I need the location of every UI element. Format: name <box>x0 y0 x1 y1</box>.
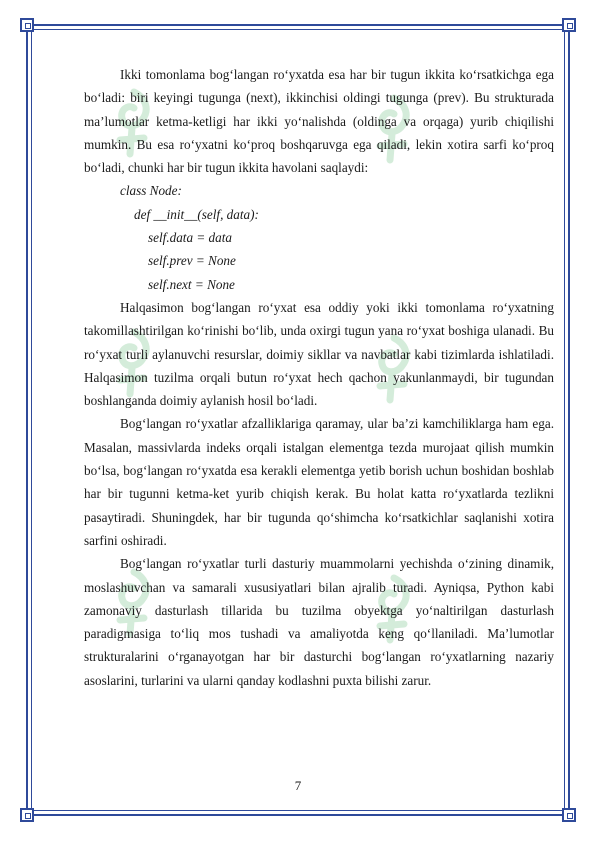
border-corner-bottom-right <box>562 808 576 822</box>
border-corner-top-right <box>562 18 576 32</box>
code-line-next: self.next = None <box>148 276 235 292</box>
paragraph-doubly-linked-list: Ikki tomonlama bog‘langan ro‘yxatda esa har bir tugun ikkita ko‘rsatkichga ega bo‘ladi: biri keyingi tugunga (next), ikkinchisi oldingi tugunga (prev). Bu strukturada ma’lumotlar ketma-ketligi har ikki yo‘nalishda (oldinga va orqaga) yurib chiqilishi mumkin. Bu esa ro‘yxatni ko‘proq boshqaruvga ega qiladi, lekin xotira sarfi ko‘proq bo‘ladi, chunki har bir tugun ikkita havolani saqlaydi: <box>84 67 554 176</box>
paragraph-disadvantages: Bog‘langan ro‘yxatlar afzalliklariga qaramay, ular ba’zi kamchiliklarga ham ega. Masalan, massivlarda indeks orqali istalgan elementga tezda murojaat qilish mumkin bo‘lsa, bog‘langan ro‘yxatda esa kerakli elementga yetib borish uchun boshidan boshlab har bir tugunni ketma-ket yurib chiqish kerak. Bu holat katta ro‘yxatlarda tezlikni pasaytiradi. Shuningdek, har bir tugunda qo‘shimcha ko‘rsatkichlar saqlanishi xotira sarfini oshiradi. <box>84 416 554 548</box>
border-corner-top-left <box>20 18 34 32</box>
code-line-class: class Node: <box>120 183 182 199</box>
border-corner-bottom-left <box>20 808 34 822</box>
page-body <box>84 63 554 692</box>
code-line-def: def __init__(self, data): <box>134 206 259 222</box>
paragraph-conclusion: Bog‘langan ro‘yxatlar turli dasturiy muammolarni yechishda o‘zining dinamik, moslashuvchan va samarali xususiyatlari bilan ajralib turadi. Ayniqsa, Python kabi zamonaviy dasturlash tillarida bu tuzilma obyektga yo‘naltirilgan dasturlash paradigmasiga to‘liq mos tushadi va amaliyotda keng qo‘llaniladi. Ma’lumotlar strukturalarini o‘rganayotgan har bir dasturchi bog‘langan ro‘yxatlarning nazariy asoslarini, turlarini va ularni qanday kodlashni puxta bilishi zarur. <box>84 556 554 688</box>
page-number: 7 <box>294 778 302 793</box>
code-line-data: self.data = data <box>148 230 232 246</box>
paragraph-circular-list: Halqasimon bog‘langan ro‘yxat esa oddiy yoki ikki tomonlama ro‘yxatning takomillashtirilgan ko‘rinishi bo‘lib, unda oxirgi tugun yana ro‘yxat boshiga ulanadi. Bu ro‘yxat turli aylanuvchi resurslar, doimiy sikllar va navbatlar kabi tizimlarda ishlatiladi. Halqasimon tuzilma orqali butun ro‘yxat hech qachon yakunlanmaydi, bir tugundan boshlanganda doimiy aylanish hosil bo‘ladi. <box>84 299 554 409</box>
code-line-prev: self.prev = None <box>148 253 236 269</box>
